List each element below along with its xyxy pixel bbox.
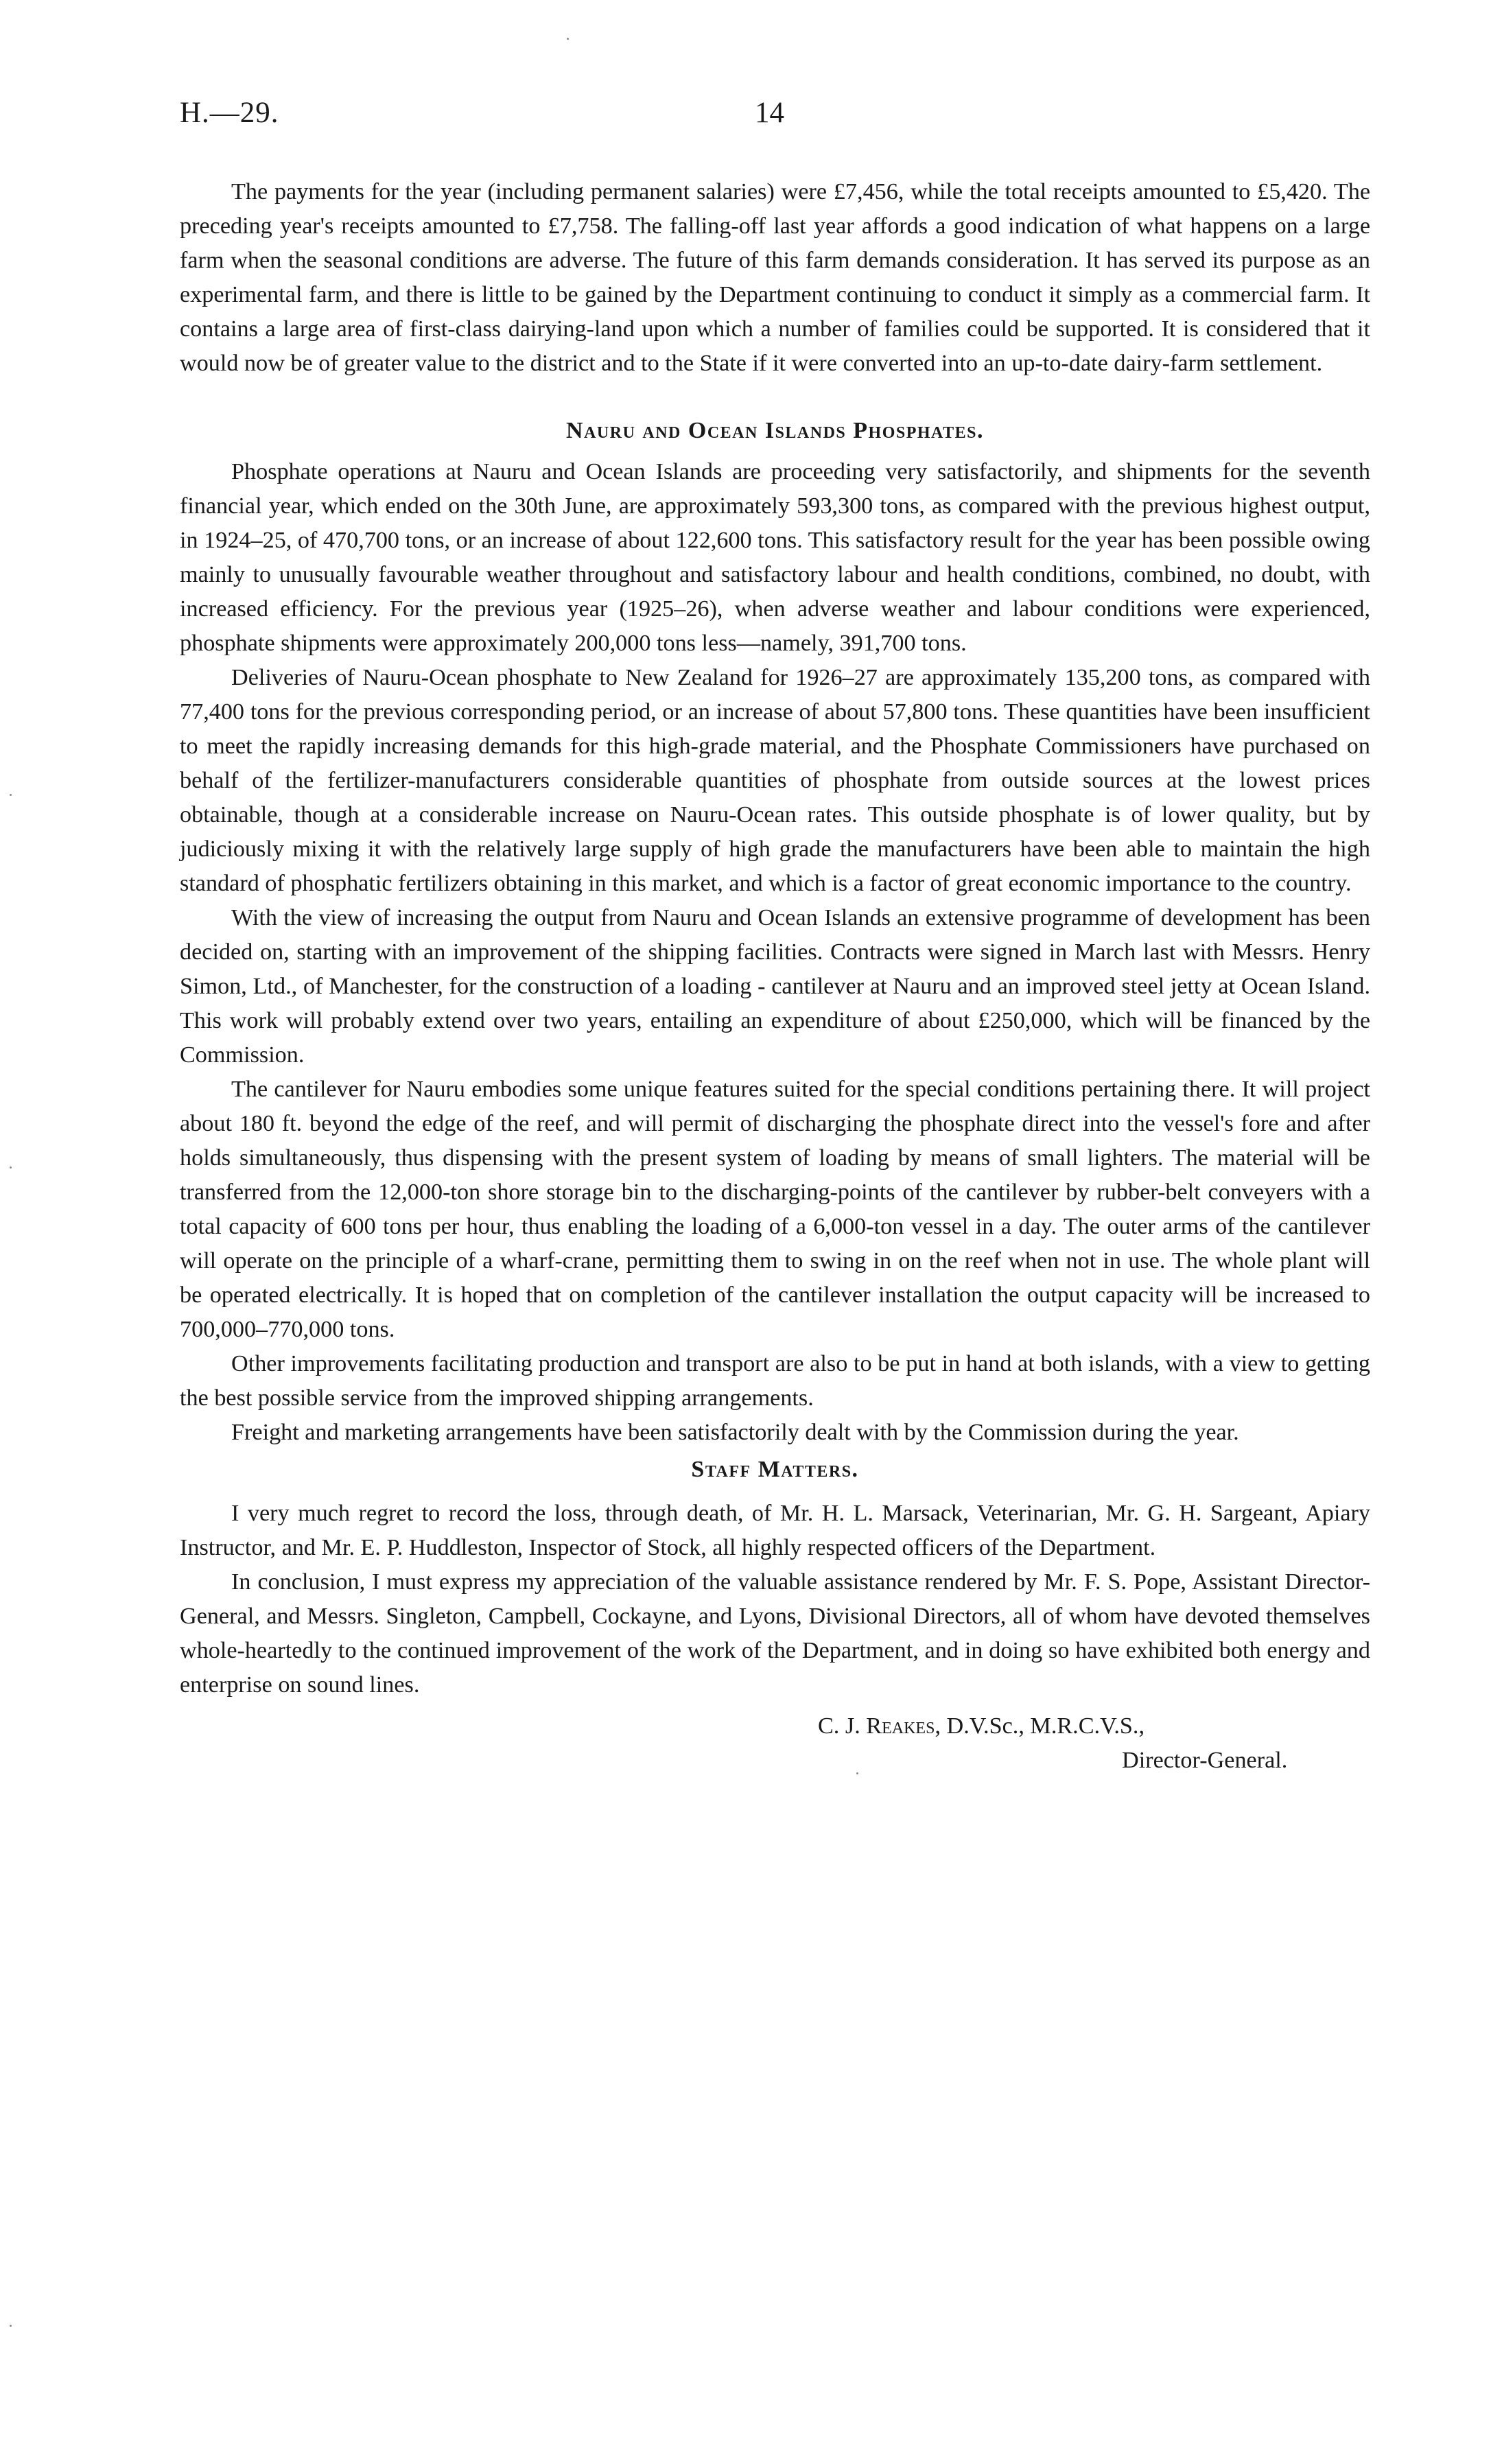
nauru-paragraph-1: Phosphate operations at Nauru and Ocean Islands are proceeding very satisfactorily, and shipments for the seventh financial year, which ended on the 30th June, are approximately 593,300 tons, as compared with the previous highest output, in 1924–25, of 470,700 tons, or an increase of about 122,600 tons. This satisfactory result for the year has been possible owing mainly to unusually favourable weather throughout and satisfactory labour and health conditions, combined, no doubt, with increased efficiency. For the previous year (1925–26), when adverse weather and labour conditions were experienced, phosphate shipments were approximately 200,000 tons less—namely, 391,700 tons. — [180, 459, 1370, 656]
nauru-paragraph-2: Deliveries of Nauru-Ocean phosphate to New Zealand for 1926–27 are approximately 135,200 tons, as compared with 77,400 tons for the previous corresponding period, or an increase of about 57,800 tons. These quantities have been insufficient to meet the rapidly increasing demands for this high-grade material, and the Phosphate Commissioners have purchased on behalf of the fertilizer-manufacturers considerable quantities of phosphate from outside sources at the lowest prices obtainable, though at a considerable increase on Nauru-Ocean rates. This outside phosphate is of lower quality, but by judiciously mixing it with the relatively large supply of high grade the manufacturers have been able to maintain the high standard of phosphatic fertilizers obtaining in this market, and which is a factor of great economic importance to the country. — [180, 665, 1370, 896]
signature-block — [180, 1709, 1370, 1785]
page-header — [180, 96, 1370, 137]
signature-credentials: , D.V.Sc., M.R.C.V.S., — [935, 1713, 1145, 1739]
scan-speck — [10, 1166, 12, 1169]
scan-speck — [567, 38, 569, 40]
farm-paragraph: The payments for the year (including permanent salaries) were £7,456, while the total receipts amounted to £5,420. The preceding year's receipts amounted to £7,758. The falling-off last year affords a good indication of what happens on a large farm when the seasonal conditions are adverse. The future of this farm demands consideration. It has served its purpose as an experimental farm, and there is little to be gained by the Department continuing to conduct it simply as a commercial farm. It contains a large area of first-class dairying-land upon which a number of families could be supported. It is considered that it would now be of greater value to the district and to the State if it were converted into an up-to-date dairy-farm settlement. — [180, 179, 1370, 376]
staff-paragraph-1: I very much regret to record the loss, through death, of Mr. H. L. Marsack, Veterinarian, Mr. G. H. Sargeant, Apiary Instructor, and Mr. E. P. Huddleston, Inspector of Stock, all highly respected officers of the Department. — [180, 1501, 1370, 1560]
nauru-paragraph-3: With the view of increasing the output from Nauru and Ocean Islands an extensive programme of development has been decided on, starting with an improvement of the shipping facilities. Contracts were signed in March last with Messrs. Henry Simon, Ltd., of Manchester, for the construction of a loading - cantilever at Nauru and an improved steel jetty at Ocean Island. This work will probably extend over two years, entailing an expenditure of about £250,000, which will be financed by the Commission. — [180, 905, 1370, 1068]
nauru-section-heading: Nauru and Ocean Islands Phosphates. — [566, 418, 984, 443]
signature-surname: Reakes — [866, 1713, 935, 1739]
nauru-paragraph-6: Freight and marketing arrangements have been satisfactorily dealt with by the Commission during the year. — [231, 1420, 1239, 1445]
scan-speck — [10, 794, 12, 796]
signature-initials: C. J. — [818, 1713, 860, 1739]
body-text — [180, 175, 1370, 1785]
document-id: H.—29. — [180, 97, 279, 129]
nauru-paragraph-4: The cantilever for Nauru embodies some unique features suited for the special conditions pertaining there. It will project about 180 ft. beyond the edge of the reef, and will permit of discharging the phosphate direct into the vessel's fore and after holds simultaneously, thus dispensing with the present system of loading by means of small lighters. The material will be transferred from the 12,000-ton shore storage bin to the discharging-points of the cantilever by rubber-belt conveyers with a total capacity of 600 tons per hour, thus enabling the loading of a 6,000-ton vessel in a day. The outer arms of the cantilever will operate on the principle of a wharf-crane, permitting them to swing in on the reef when not in use. The whole plant will be operated electrically. It is hoped that on completion of the cantilever installation the output capacity will be increased to 700,000–770,000 tons. — [180, 1077, 1370, 1342]
page-number: 14 — [755, 97, 784, 129]
signature-name — [818, 1709, 1144, 1744]
signature-title: Director-General. — [1122, 1748, 1288, 1773]
staff-section-heading: Staff Matters. — [691, 1457, 859, 1482]
scan-speck — [856, 1772, 858, 1774]
staff-paragraph-2: In conclusion, I must express my appreciation of the valuable assistance rendered by Mr. F. S. Pope, Assistant Director-General, and Messrs. Singleton, Campbell, Cockayne, and Lyons, Divisional Directors, all of whom have devoted themselves whole-heartedly to the continued improvement of the work of the Department, and in doing so have exhibited both energy and enterprise on sound lines. — [180, 1569, 1370, 1698]
scan-speck — [10, 2325, 12, 2327]
nauru-paragraph-5: Other improvements facilitating production and transport are also to be put in hand at both islands, with a view to getting the best possible service from the improved shipping arrangements. — [180, 1351, 1370, 1411]
